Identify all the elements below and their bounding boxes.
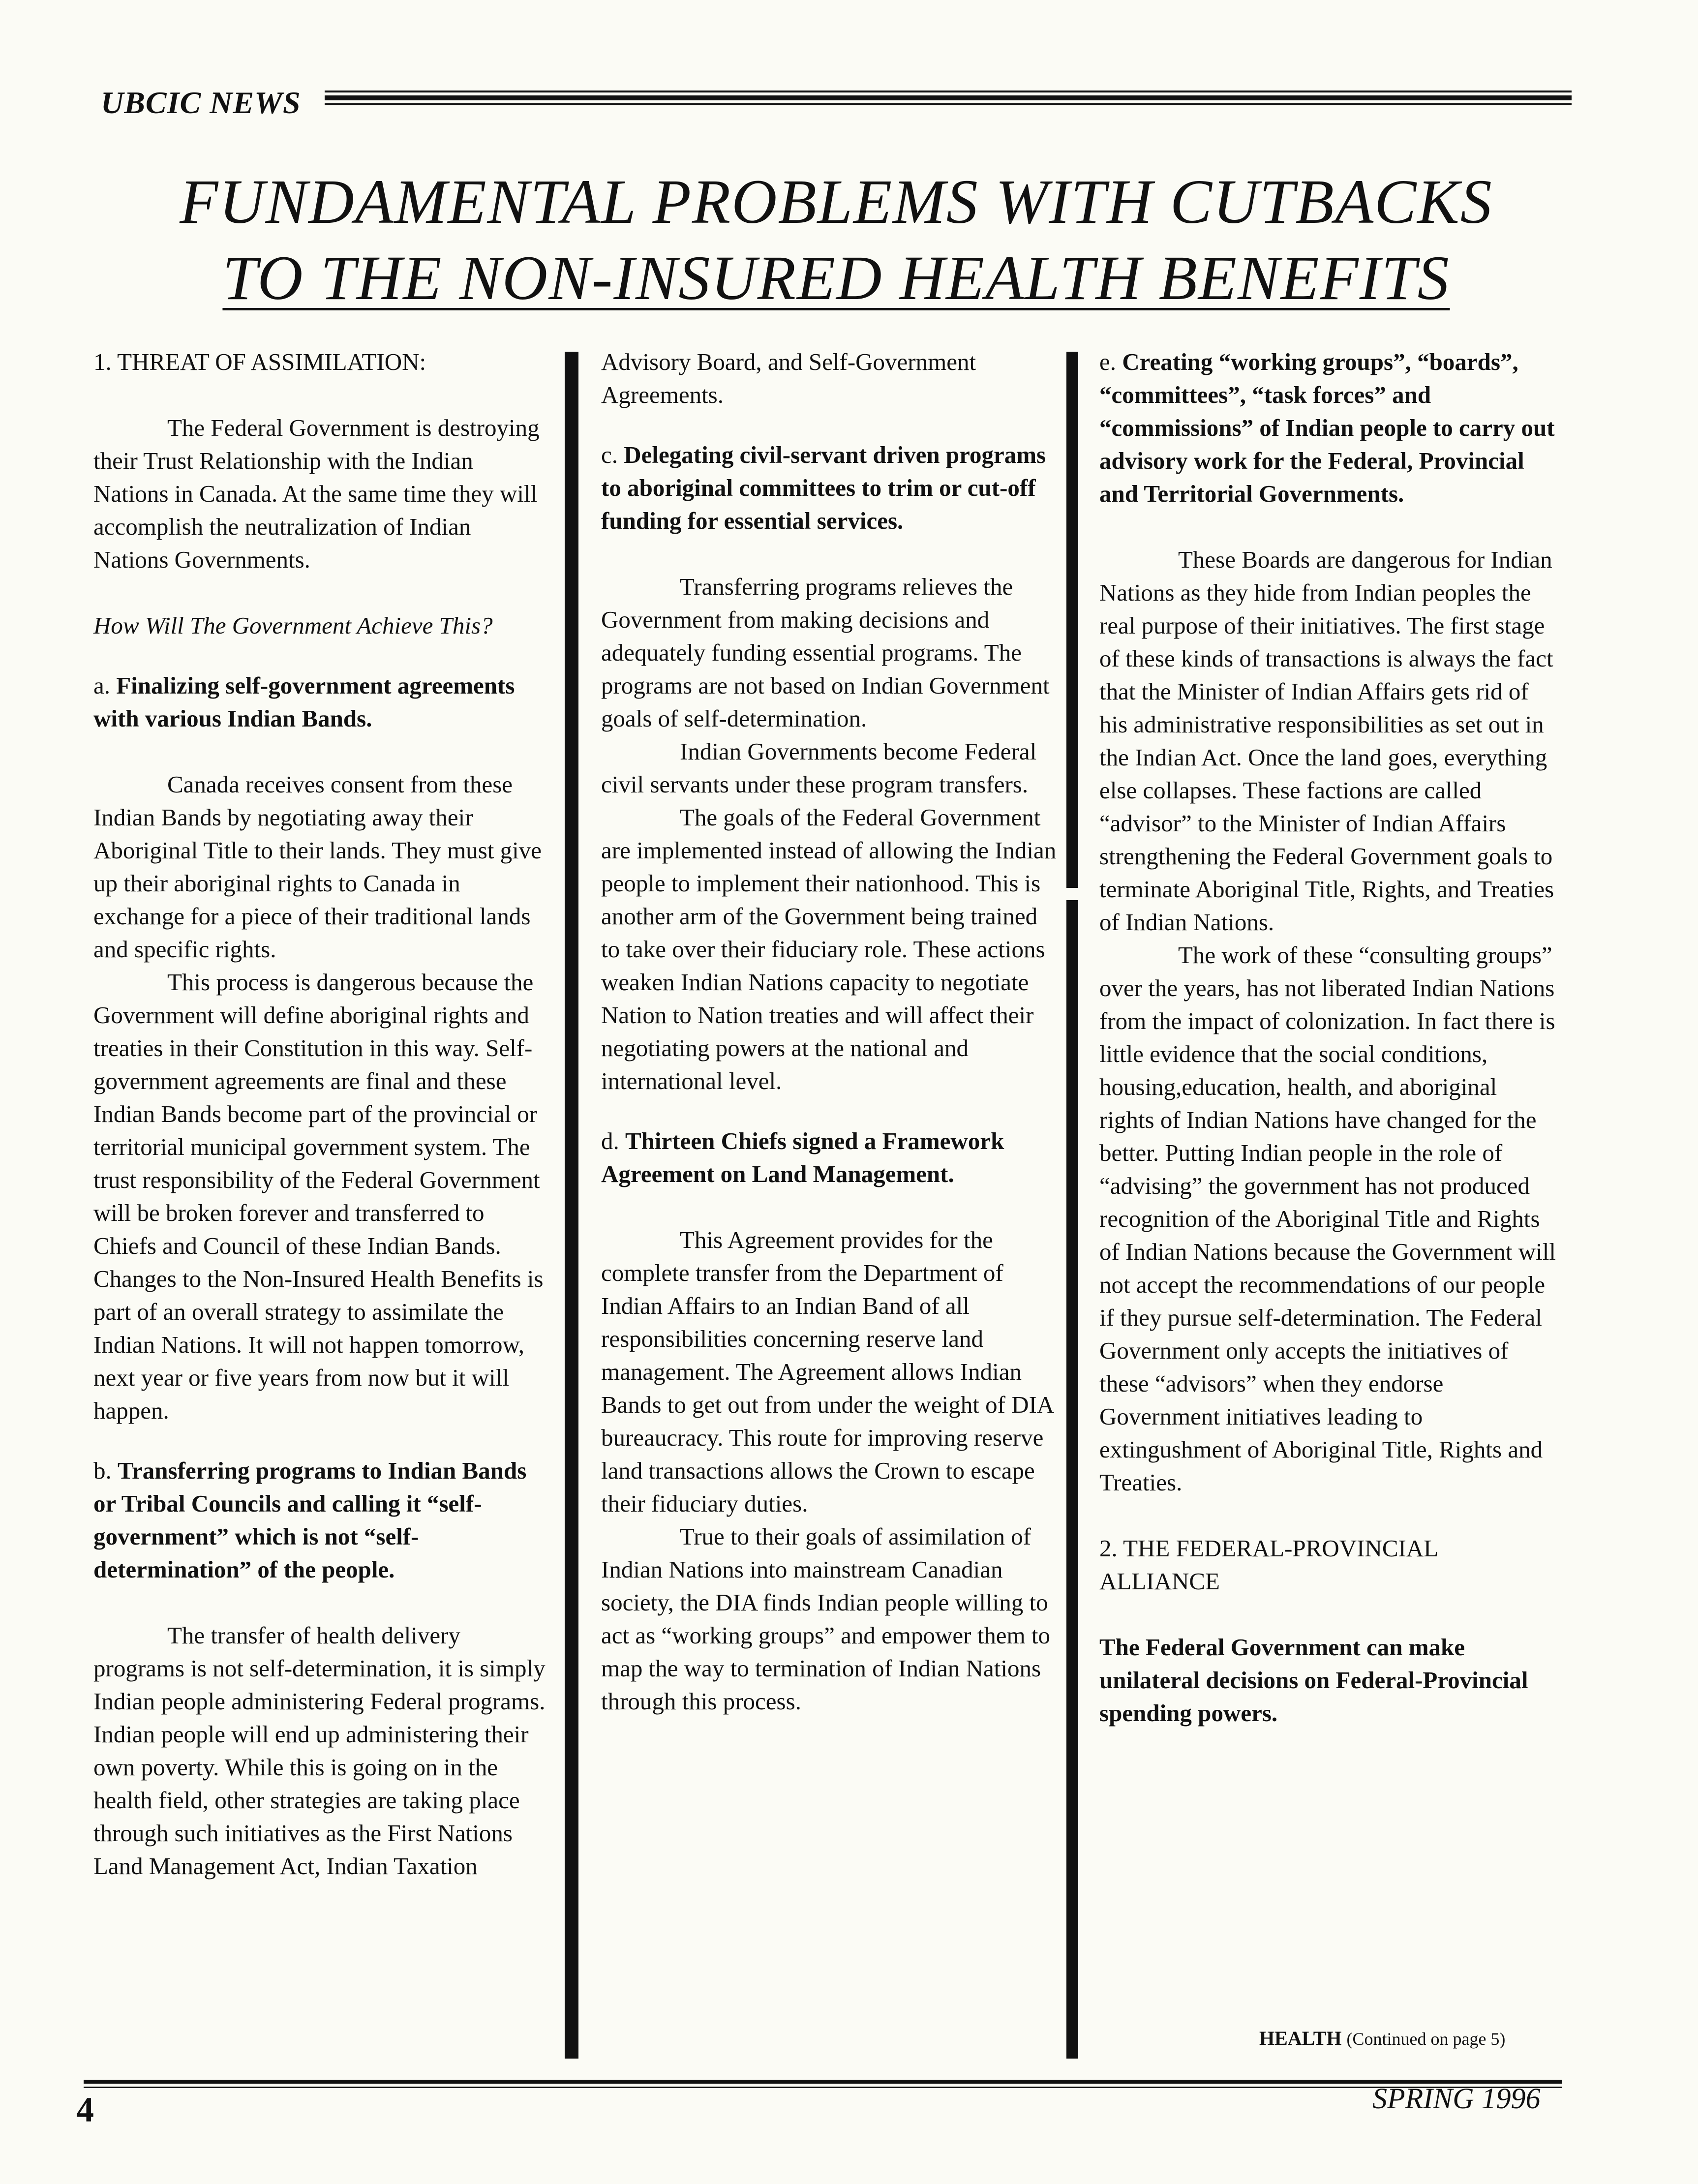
paragraph: Advisory Board, and Self-Government Agreements.	[601, 348, 976, 408]
point-a-heading: Finalizing self-government agreements with various Indian Bands.	[93, 672, 515, 732]
column-3	[1099, 345, 1557, 1729]
point-a-prefix: a.	[93, 672, 110, 699]
paragraph: These Boards are dangerous for Indian Nations as they hide from Indian peoples the real purpose of their initiatives. The first stage of these kinds of transactions is always the fact that the Minister of Indian Affairs gets rid of his administrative responsibilities as set out in the Indian Act. Once the land goes, everything else collapses. These factions are called “advisor” to the Minister of Indian Affairs strengthening the Federal Government goals to terminate Aboriginal Title, Rights, and Treaties of Indian Nations.	[1099, 546, 1554, 936]
paragraph: The work of these “consulting groups” over the years, has not liberated Indian Nations from the impact of colonization. In fact there is little evidence that the social conditions, housing,education, health, and aboriginal rights of Indian Nations have changed for the better. Putting Indian people in the role of “advising” the government has not produced recognition of the Aboriginal Title and Rights of Indian Nations because the Government will not accept the recommendations of our people if they pursue self-determination. The Federal Government only accepts the initiatives of these “advisors” when they endorse Government initiatives leading to extingushment of Aboriginal Title, Rights and Treaties.	[1099, 941, 1556, 1496]
point-e-heading: Creating “working groups”, “boards”, “committees”, “task forces” and “commissions” of Indian people to carry out advisory work for the Federal, Provincial and Territorial Governments.	[1099, 348, 1555, 507]
point-d	[601, 1124, 1059, 1190]
point-a	[93, 669, 551, 735]
point-c	[601, 438, 1059, 537]
point-b-prefix: b.	[93, 1457, 112, 1484]
point-e	[1099, 345, 1557, 510]
paragraph: The goals of the Federal Government are implemented instead of allowing the Indian people to implement their nationhood. This is another arm of the Government being trained to take over their fiduciary role. These actions weaken Indian Nations capacity to negotiate Nation to Nation treaties and will affect their negotiating powers at the national and international level.	[601, 804, 1057, 1094]
article-title-line-2-text: TO THE NON-INSURED HEALTH BENEFITS	[222, 243, 1450, 313]
section-heading-alliance: 2. THE FEDERAL-PROVINCIAL ALLIANCE	[1099, 1535, 1438, 1595]
masthead-rule	[325, 91, 1572, 108]
point-c-prefix: c.	[601, 441, 618, 468]
column-divider-2-upper	[1066, 352, 1078, 888]
point-d-heading: Thirteen Chiefs signed a Framework Agreement on Land Management.	[601, 1127, 1004, 1187]
point-b-heading: Transferring programs to Indian Bands or Tribal Councils and calling it “self-government” which is not “self-determination” of the people.	[93, 1457, 527, 1583]
masthead	[101, 85, 1572, 119]
issue-label: SPRING 1996	[1372, 2082, 1541, 2115]
paragraph: This Agreement provides for the complete transfer from the Department of Indian Affairs to an Indian Band of all responsibilities concerning reserve land management. The Agreement allows Indian Bands to get out from under the weight of DIA bureaucracy. This route for improving reserve land transactions allows the Crown to escape their fiduciary duties.	[601, 1226, 1053, 1517]
column-divider-2-lower	[1066, 900, 1078, 2059]
column-divider-1	[565, 352, 578, 2059]
footer-rule-thin	[84, 2087, 1562, 2088]
continued-note	[1259, 2027, 1505, 2050]
paragraph: True to their goals of assimilation of Indian Nations into mainstream Canadian society, the DIA finds Indian people willing to act as “working groups” and empower them to map the way to termination of Indian Nations through this process.	[601, 1523, 1051, 1715]
column-2	[601, 345, 1059, 1718]
continued-label: HEALTH	[1259, 2027, 1342, 2049]
paragraph: Canada receives consent from these Indian Bands by negotiating away their Aboriginal Title to their lands. They must give up their aboriginal rights to Canada in exchange for a piece of their traditional lands and specific rights.	[93, 771, 542, 963]
continued-page-ref: (Continued on page 5)	[1346, 2029, 1506, 2049]
paragraph: The Federal Government is destroying their Trust Relationship with the Indian Nations in Canada. At the same time they will accomplish the neutralization of Indian Nations Governments.	[93, 414, 540, 573]
column-1	[93, 345, 551, 1882]
publication-name: UBCIC NEWS	[101, 85, 301, 120]
bold-statement: The Federal Government can make unilateral decisions on Federal-Provincial spending powers.	[1099, 1634, 1528, 1727]
section-heading-threat: 1. THREAT OF ASSIMILATION:	[93, 348, 426, 375]
point-c-heading: Delegating civil-servant driven programs to aboriginal committees to trim or cut-off funding for essential services.	[601, 441, 1046, 534]
paragraph: Indian Governments become Federal civil servants under these program transfers.	[601, 738, 1037, 798]
point-e-prefix: e.	[1099, 348, 1116, 375]
paragraph: The transfer of health delivery programs is not self-determination, it is simply Indian people administering Federal programs. Indian people will end up administering their own poverty. While this is going on in the health field, other strategies are taking place through such initiatives as the First Nations Land Management Act, Indian Taxation	[93, 1622, 546, 1880]
point-d-prefix: d.	[601, 1127, 619, 1154]
point-b	[93, 1454, 551, 1586]
article-title-line-2	[98, 241, 1574, 315]
paragraph: This process is dangerous because the Government will define aboriginal rights and treaties in their Constitution in this way. Self-government agreements are final and these Indian Bands become part of the provincial or territorial municipal government system. The trust responsibility of the Federal Government will be broken forever and transferred to Chiefs and Council of these Indian Bands. Changes to the Non-Insured Health Benefits is part of an overall strategy to assimilate the Indian Nations. It will not happen tomorrow, next year or five years from now but it will happen.	[93, 969, 544, 1424]
page-number: 4	[76, 2090, 94, 2129]
subheading-question: How Will The Government Achieve This?	[93, 612, 493, 639]
footer-rule	[84, 2080, 1562, 2084]
paragraph: Transferring programs relieves the Government from making decisions and adequately funding essential programs. The programs are not based on Indian Government goals of self-determination.	[601, 573, 1050, 732]
article-title-line-1: FUNDAMENTAL PROBLEMS WITH CUTBACKS	[180, 167, 1493, 237]
